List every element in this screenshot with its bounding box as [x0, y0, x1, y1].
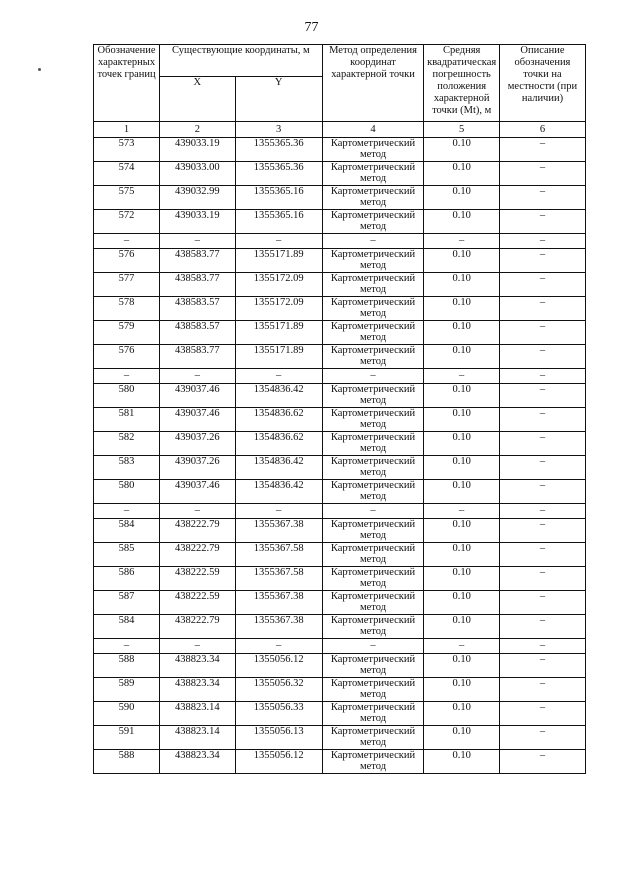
- column-number: 4: [322, 122, 424, 138]
- x-coordinate-cell: –: [160, 234, 236, 249]
- x-coordinate-cell: 438823.34: [160, 750, 236, 774]
- y-coordinate-cell: 1355365.36: [235, 162, 322, 186]
- method-cell: Картометрический метод: [322, 384, 424, 408]
- point-id-cell: 574: [94, 162, 160, 186]
- x-coordinate-cell: 438823.34: [160, 654, 236, 678]
- table-row: [94, 432, 586, 456]
- error-cell: 0.10: [424, 321, 500, 345]
- x-coordinate-cell: 438222.79: [160, 615, 236, 639]
- method-cell: Картометрический метод: [322, 750, 424, 774]
- separator-row: [94, 234, 586, 249]
- table-row: [94, 519, 586, 543]
- description-cell: –: [499, 519, 585, 543]
- column-number: 6: [499, 122, 585, 138]
- point-id-cell: 575: [94, 186, 160, 210]
- table-row: [94, 210, 586, 234]
- header-method: Метод определения координат характерной точки: [322, 45, 424, 122]
- table-row: [94, 750, 586, 774]
- table-row: [94, 273, 586, 297]
- x-coordinate-cell: 439037.26: [160, 432, 236, 456]
- table-row: [94, 249, 586, 273]
- y-coordinate-cell: 1355056.13: [235, 726, 322, 750]
- method-cell: Картометрический метод: [322, 480, 424, 504]
- point-id-cell: 583: [94, 456, 160, 480]
- error-cell: 0.10: [424, 162, 500, 186]
- point-id-cell: 577: [94, 273, 160, 297]
- table-row: [94, 480, 586, 504]
- error-cell: 0.10: [424, 345, 500, 369]
- description-cell: –: [499, 615, 585, 639]
- method-cell: Картометрический метод: [322, 456, 424, 480]
- description-cell: –: [499, 297, 585, 321]
- description-cell: –: [499, 138, 585, 162]
- y-coordinate-cell: 1355365.36: [235, 138, 322, 162]
- header-error: Средняя квадратическая погрешность положения характерной точки (Mt), м: [424, 45, 500, 122]
- method-cell: Картометрический метод: [322, 321, 424, 345]
- header-point-designation: Обозначение характерных точек границ: [94, 45, 160, 122]
- method-cell: Картометрический метод: [322, 249, 424, 273]
- table-row: [94, 297, 586, 321]
- point-id-cell: 576: [94, 345, 160, 369]
- x-coordinate-cell: 439033.19: [160, 138, 236, 162]
- page-number: 77: [304, 20, 319, 35]
- scan-speck: [38, 68, 41, 71]
- method-cell: Картометрический метод: [322, 519, 424, 543]
- point-id-cell: 584: [94, 615, 160, 639]
- point-id-cell: 578: [94, 297, 160, 321]
- error-cell: 0.10: [424, 543, 500, 567]
- method-cell: Картометрический метод: [322, 543, 424, 567]
- error-cell: 0.10: [424, 138, 500, 162]
- table-row: [94, 321, 586, 345]
- point-id-cell: 572: [94, 210, 160, 234]
- y-coordinate-cell: 1355056.32: [235, 678, 322, 702]
- error-cell: –: [424, 234, 500, 249]
- description-cell: –: [499, 591, 585, 615]
- y-coordinate-cell: 1355172.09: [235, 273, 322, 297]
- description-cell: –: [499, 567, 585, 591]
- x-coordinate-cell: 439037.46: [160, 408, 236, 432]
- description-cell: –: [499, 210, 585, 234]
- table-row: [94, 591, 586, 615]
- method-cell: Картометрический метод: [322, 654, 424, 678]
- x-coordinate-cell: 438823.34: [160, 678, 236, 702]
- error-cell: –: [424, 369, 500, 384]
- method-cell: Картометрический метод: [322, 726, 424, 750]
- error-cell: –: [424, 639, 500, 654]
- error-cell: 0.10: [424, 615, 500, 639]
- coordinates-table: [93, 44, 586, 774]
- description-cell: –: [499, 504, 585, 519]
- description-cell: –: [499, 639, 585, 654]
- method-cell: Картометрический метод: [322, 678, 424, 702]
- header-x: X: [160, 77, 236, 122]
- table-row: [94, 654, 586, 678]
- y-coordinate-cell: 1355367.58: [235, 567, 322, 591]
- description-cell: –: [499, 480, 585, 504]
- y-coordinate-cell: 1354836.42: [235, 456, 322, 480]
- x-coordinate-cell: 438583.57: [160, 321, 236, 345]
- column-number: 1: [94, 122, 160, 138]
- x-coordinate-cell: 439037.46: [160, 480, 236, 504]
- x-coordinate-cell: 438222.79: [160, 543, 236, 567]
- x-coordinate-cell: 439032.99: [160, 186, 236, 210]
- point-id-cell: 584: [94, 519, 160, 543]
- table-row: [94, 345, 586, 369]
- description-cell: –: [499, 726, 585, 750]
- y-coordinate-cell: 1354836.62: [235, 408, 322, 432]
- error-cell: 0.10: [424, 726, 500, 750]
- error-cell: 0.10: [424, 273, 500, 297]
- error-cell: 0.10: [424, 567, 500, 591]
- description-cell: –: [499, 702, 585, 726]
- description-cell: –: [499, 432, 585, 456]
- table-row: [94, 726, 586, 750]
- table-row: [94, 702, 586, 726]
- method-cell: Картометрический метод: [322, 138, 424, 162]
- error-cell: 0.10: [424, 249, 500, 273]
- error-cell: 0.10: [424, 297, 500, 321]
- point-id-cell: –: [94, 504, 160, 519]
- method-cell: –: [322, 234, 424, 249]
- point-id-cell: 588: [94, 654, 160, 678]
- point-id-cell: –: [94, 369, 160, 384]
- column-number: 5: [424, 122, 500, 138]
- method-cell: Картометрический метод: [322, 273, 424, 297]
- x-coordinate-cell: 438222.59: [160, 591, 236, 615]
- separator-row: [94, 369, 586, 384]
- table-row: [94, 567, 586, 591]
- error-cell: 0.10: [424, 210, 500, 234]
- error-cell: 0.10: [424, 384, 500, 408]
- y-coordinate-cell: 1355056.33: [235, 702, 322, 726]
- x-coordinate-cell: 439033.00: [160, 162, 236, 186]
- description-cell: –: [499, 654, 585, 678]
- error-cell: 0.10: [424, 750, 500, 774]
- x-coordinate-cell: 438222.59: [160, 567, 236, 591]
- y-coordinate-cell: 1355056.12: [235, 654, 322, 678]
- x-coordinate-cell: 438823.14: [160, 702, 236, 726]
- method-cell: Картометрический метод: [322, 432, 424, 456]
- method-cell: Картометрический метод: [322, 186, 424, 210]
- point-id-cell: 579: [94, 321, 160, 345]
- error-cell: 0.10: [424, 408, 500, 432]
- column-number: 2: [160, 122, 236, 138]
- header-y: Y: [235, 77, 322, 122]
- y-coordinate-cell: 1354836.42: [235, 480, 322, 504]
- x-coordinate-cell: 438583.77: [160, 249, 236, 273]
- method-cell: Картометрический метод: [322, 702, 424, 726]
- point-id-cell: 589: [94, 678, 160, 702]
- method-cell: –: [322, 639, 424, 654]
- point-id-cell: 580: [94, 384, 160, 408]
- x-coordinate-cell: –: [160, 639, 236, 654]
- y-coordinate-cell: –: [235, 504, 322, 519]
- x-coordinate-cell: 438823.14: [160, 726, 236, 750]
- description-cell: –: [499, 750, 585, 774]
- x-coordinate-cell: 438583.77: [160, 345, 236, 369]
- table-row: [94, 408, 586, 432]
- y-coordinate-cell: –: [235, 369, 322, 384]
- y-coordinate-cell: 1355365.16: [235, 186, 322, 210]
- y-coordinate-cell: 1355056.12: [235, 750, 322, 774]
- method-cell: Картометрический метод: [322, 591, 424, 615]
- error-cell: –: [424, 504, 500, 519]
- error-cell: 0.10: [424, 702, 500, 726]
- point-id-cell: 576: [94, 249, 160, 273]
- description-cell: –: [499, 186, 585, 210]
- method-cell: Картометрический метод: [322, 162, 424, 186]
- table-row: [94, 543, 586, 567]
- x-coordinate-cell: 439037.46: [160, 384, 236, 408]
- description-cell: –: [499, 162, 585, 186]
- x-coordinate-cell: 438222.79: [160, 519, 236, 543]
- y-coordinate-cell: 1355367.58: [235, 543, 322, 567]
- description-cell: –: [499, 249, 585, 273]
- x-coordinate-cell: –: [160, 369, 236, 384]
- table-body: [94, 138, 586, 774]
- table-row: [94, 678, 586, 702]
- y-coordinate-cell: 1354836.62: [235, 432, 322, 456]
- error-cell: 0.10: [424, 591, 500, 615]
- table-row: [94, 384, 586, 408]
- point-id-cell: 586: [94, 567, 160, 591]
- y-coordinate-cell: 1355172.09: [235, 297, 322, 321]
- table-row: [94, 138, 586, 162]
- error-cell: 0.10: [424, 480, 500, 504]
- method-cell: Картометрический метод: [322, 297, 424, 321]
- point-id-cell: 590: [94, 702, 160, 726]
- y-coordinate-cell: 1355365.16: [235, 210, 322, 234]
- table-row: [94, 162, 586, 186]
- error-cell: 0.10: [424, 456, 500, 480]
- table-row: [94, 456, 586, 480]
- error-cell: 0.10: [424, 186, 500, 210]
- y-coordinate-cell: 1355171.89: [235, 321, 322, 345]
- point-id-cell: –: [94, 234, 160, 249]
- description-cell: –: [499, 321, 585, 345]
- table-row: [94, 615, 586, 639]
- point-id-cell: 573: [94, 138, 160, 162]
- y-coordinate-cell: –: [235, 639, 322, 654]
- method-cell: Картометрический метод: [322, 408, 424, 432]
- x-coordinate-cell: 438583.77: [160, 273, 236, 297]
- description-cell: –: [499, 384, 585, 408]
- y-coordinate-cell: 1355171.89: [235, 249, 322, 273]
- method-cell: Картометрический метод: [322, 615, 424, 639]
- point-id-cell: 591: [94, 726, 160, 750]
- header-coordinates: Существующие координаты, м: [160, 45, 323, 77]
- description-cell: –: [499, 408, 585, 432]
- description-cell: –: [499, 369, 585, 384]
- x-coordinate-cell: 438583.57: [160, 297, 236, 321]
- y-coordinate-cell: 1355171.89: [235, 345, 322, 369]
- description-cell: –: [499, 543, 585, 567]
- description-cell: –: [499, 234, 585, 249]
- y-coordinate-cell: 1354836.42: [235, 384, 322, 408]
- method-cell: –: [322, 369, 424, 384]
- x-coordinate-cell: –: [160, 504, 236, 519]
- header-description: Описание обозначения точки на местности (при наличии): [499, 45, 585, 122]
- separator-row: [94, 504, 586, 519]
- error-cell: 0.10: [424, 519, 500, 543]
- point-id-cell: 587: [94, 591, 160, 615]
- separator-row: [94, 639, 586, 654]
- error-cell: 0.10: [424, 678, 500, 702]
- point-id-cell: 585: [94, 543, 160, 567]
- point-id-cell: 580: [94, 480, 160, 504]
- y-coordinate-cell: 1355367.38: [235, 519, 322, 543]
- point-id-cell: 588: [94, 750, 160, 774]
- point-id-cell: –: [94, 639, 160, 654]
- error-cell: 0.10: [424, 654, 500, 678]
- error-cell: 0.10: [424, 432, 500, 456]
- method-cell: Картометрический метод: [322, 345, 424, 369]
- description-cell: –: [499, 273, 585, 297]
- y-coordinate-cell: –: [235, 234, 322, 249]
- column-number: 3: [235, 122, 322, 138]
- y-coordinate-cell: 1355367.38: [235, 615, 322, 639]
- description-cell: –: [499, 678, 585, 702]
- method-cell: Картометрический метод: [322, 210, 424, 234]
- method-cell: –: [322, 504, 424, 519]
- method-cell: Картометрический метод: [322, 567, 424, 591]
- y-coordinate-cell: 1355367.38: [235, 591, 322, 615]
- column-number-row: [94, 122, 586, 138]
- x-coordinate-cell: 439037.26: [160, 456, 236, 480]
- description-cell: –: [499, 456, 585, 480]
- x-coordinate-cell: 439033.19: [160, 210, 236, 234]
- table-row: [94, 186, 586, 210]
- point-id-cell: 582: [94, 432, 160, 456]
- point-id-cell: 581: [94, 408, 160, 432]
- description-cell: –: [499, 345, 585, 369]
